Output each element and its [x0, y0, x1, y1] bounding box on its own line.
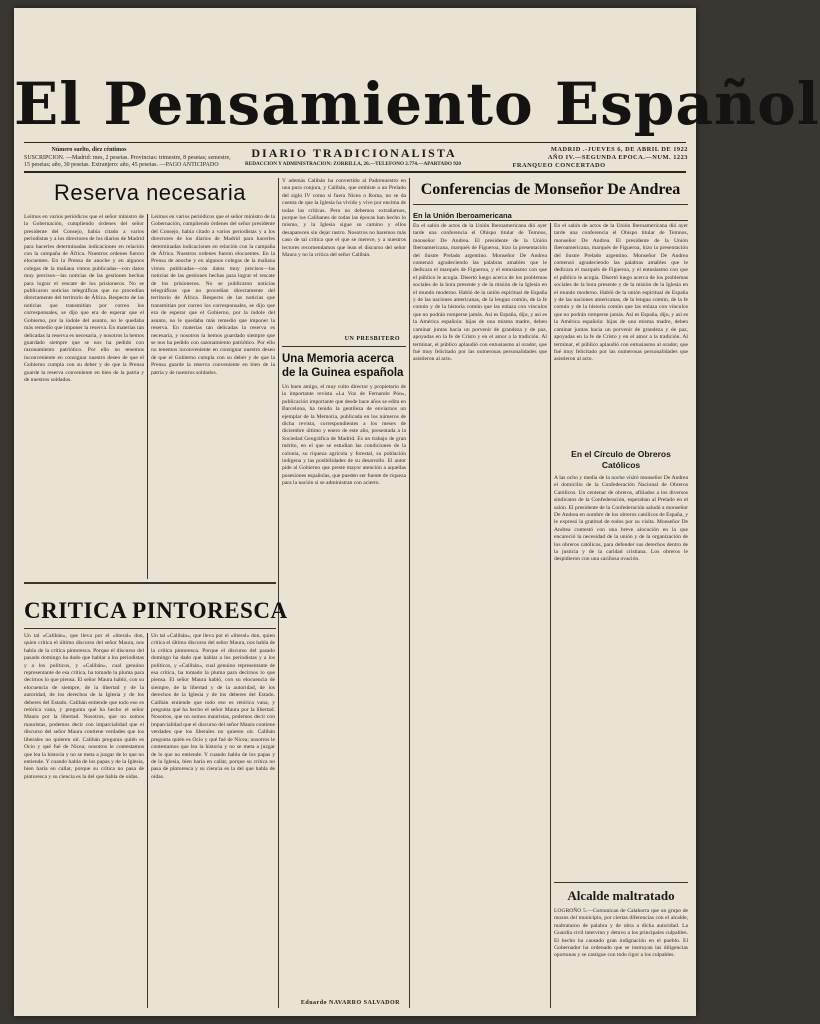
- column-divider: [147, 214, 148, 579]
- section-rule: [554, 882, 688, 883]
- column-divider: [550, 223, 551, 1008]
- article-conferencias-text-cont: En el salón de actos de la Unión Iberoamericana dió ayer tarde una conferencia el Obispo titular de Temnos, monseñor De Andrea. El presidente de la Unión Iberoamericana, marqués de Figueroa, hizo la presentación del ilustre Prelado argentino. Monseñor De Andrea comenzó agradeciendo las palabras amables que le dedicara el marqués de Figueroa, y el entusiasmo con que el público le acogía. Disertó luego acerca de los problemas sociales de la hora presente y de la misión de la Iglesia en el mundo moderno. Habló de la unión espiritual de España y de las naciones americanas, de la lengua común, de la fe común y de la historia común que las enlaza con vínculos que no podrán romperse jamás. Así es España, dijo, y así es la América española: hijas de una misma madre, deben caminar juntas hacia un porvenir de grandeza y de paz, apoyadas en la fe de Cristo y en el amor a la tradición. Al terminar, el público aplaudió con entusiasmo al orador, que fué muy felicitado por las numerosas personalidades que asistieron al acto.: [554, 223, 688, 363]
- signature-presbitero: UN PRESBITERO: [344, 336, 400, 342]
- section-rule: [413, 220, 688, 221]
- newspaper-page: [14, 8, 820, 1016]
- masthead-subtitle: DIARIO TRADICIONALISTA: [251, 146, 457, 160]
- article-critica-col2: [151, 633, 275, 1008]
- issue-epoch: AÑO IV.—SEGUNDA EPOCA.—NUM. 1223: [547, 154, 688, 161]
- article-critica-col1: [24, 633, 144, 1008]
- column-divider: [278, 178, 279, 1008]
- section-rule: [282, 346, 406, 347]
- article-reserva-text-cont: Leímos en varios periódicos que el señor ministro de la Gobernación, cumpliendo órdenes del señor presidente del Consejo, había citado a varios periodistas y a los directores de los diarios de Madrid para hacerles determinadas indicaciones en relación con la campaña de África. Nuestros ordenes fueron elocuentes. En la Prensa de anoche y en algunos colegas de la mañana vimos publicadas—con datos muy precisos—las noticias de las gestiones hechas para lograr el rescate de los prisioneros. No se publicaron noticias telegráficas que no procedían directamente del territorio de África. Respecto de las noticias que transmitían por correo los corresponsales, se dijo que era de esperar que el Gobierno, por la índole del asunto, no le quedaba más remedio que imponer la reserva. En materias tan delicadas la reserva es necesaria, y nosotros la hemos guardado siempre que se nos ha pedido con razonamiento patriótico. Por ello no tenemos inconveniente en consignar nuestro deseo de que el Gobierno cumpla con su deber y de que la Prensa guarde la reserva conveniente en bien de la patria y de nuestros soldados.: [151, 214, 275, 376]
- postage-note: FRANQUEO CONCERTADO: [512, 162, 606, 169]
- article-memoria-col: [282, 384, 406, 998]
- redaccion-info: REDACCION Y ADMINISTRACION: ZORRILLA, 26.—TELEFONO 2.774.—APARTADO 920: [245, 161, 461, 167]
- subhead-union-iberoamericana: En la Unión Iberoamericana: [413, 211, 512, 220]
- headline-memoria: Una Memoria acerca de la Guinea española: [282, 353, 404, 379]
- article-circulo-col: [554, 475, 688, 877]
- subhead-circulo-obreros: En el Círculo de Obreros Católicos: [571, 449, 671, 470]
- signature-navarro: Eduardo NAVARRO SALVADOR: [300, 1000, 400, 1006]
- section-rule: [413, 204, 688, 205]
- section-rule: [24, 582, 276, 584]
- article-caliban-text: Y además Calibán ha convertido al Padrenuestro en una pura conjura, y Calibán, que embiste a un Prelado del siglo IV como si fuera Nicea o Roma, no se da cuenta de que la Iglesia ha vivido y vive por encima de todas las críticas. Pero no debemos extrañarnos, porque los Calibanes de todas las épocas han hecho lo mismo, y la Iglesia sigue su camino y ellos desaparecen sin dejar rastro. Nosotros no haremos más caso de tal crítica que el que se merece, y a nuestros lectores recomendamos que lean el discurso del señor Maura y no la crítica del señor Calibán.: [282, 178, 406, 259]
- masthead-rule-top: [24, 142, 686, 143]
- article-caliban-col: [282, 178, 406, 333]
- article-reserva-text: Leímos en varios periódicos que el señor ministro de la Gobernación, cumpliendo órdenes del señor presidente del Consejo, había citado a varios periodistas y a los directores de los diarios de Madrid para hacerles determinadas indicaciones en relación con la campaña de África. Nuestros ordenes fueron elocuentes. En la Prensa de anoche y en algunos colegas de la mañana vimos publicadas—con datos muy precisos—las noticias de las gestiones hechas para lograr el rescate de los prisioneros. No se publicaron noticias telegráficas que no procedían directamente del territorio de África. Respecto de las noticias que transmitían por correo los corresponsales, se dijo que era de esperar que el Gobierno, por la índole del asunto, no le quedaba más remedio que imponer la reserva. En materias tan delicadas la reserva es necesaria, y nosotros la hemos guardado siempre que se nos ha pedido con razonamiento patriótico. Por ello no tenemos inconveniente en consignar nuestro deseo de que el Gobierno cumpla con su deber y de que la Prensa guarde la reserva conveniente en bien de la patria y de nuestros soldados.: [24, 214, 144, 383]
- article-circulo-text: A las ocho y media de la noche visitó monseñor De Andrea el domicilio de la Confederación Nacional de Obreros Católicos. Un centenar de obreros, afiliados a los diversos sindicatos de la Confederación, esperaban al Prelado en el salón. El presidente de la Confederación saludó a monseñor De Andrea en nombre de los obreros católicos de España, y le expresó la gratitud de todos por su visita. Monseñor De Andrea contestó con una breve alocución en la que encareció la necesidad de la unión y de la organización de los obreros católicos, para defender sus derechos dentro de la justicia y de la caridad cristiana. Los obreros le despidieron con una cariñosa ovación.: [554, 475, 688, 563]
- article-alcalde-text: LOGROÑO 5.—Comunican de Calahorra que un grupo de mozos del municipio, por ciertas diferencias con el alcalde, maltrataron de palabra y de obra a dicha autoridad. La Guardia civil intervino y detuvo a los principales culpables. El hecho ha causado gran indignación en el pueblo. El Gobernador ha ordenado que se instruyan las diligencias oportunas y se castigue con todo rigor a los culpables.: [554, 908, 688, 959]
- headline-alcalde: Alcalde maltratado: [567, 888, 675, 903]
- masthead-title: El Pensamiento Español: [14, 70, 820, 138]
- article-conferencias-col2: [554, 223, 688, 445]
- article-reserva-col1: [24, 214, 144, 578]
- headline-reserva: Reserva necesaria: [54, 180, 246, 205]
- subscription-info: SUSCRIPCION. —Madrid: mes, 2 pesetas. Provincias: trimestre, 8 pesetas; semestre, 15 pesetas; año, 30 pesetas. Extranjero: año, 45 pesetas. —PAGO ANTICIPADO: [24, 155, 231, 168]
- article-memoria-text: Un buen amigo, el muy culto director y propietario de la importante revista «La Voz de Fernando Póo», publicación importante que desde hace años se edita en Barcelona, ha tenido la gentileza de enviarnos un ejemplar de la Memoria, publicada en los números de dicha revista, correspondientes a los meses de diciembre último y enero de este año, presentada a la Sociedad Geográfica de Madrid. Es un trabajo de gran mérito, en el que se estudian las condiciones de la colonia, su riqueza agrícola y forestal, su población indígena y las posibilidades de su desarrollo. El autor pide al Gobierno que preste mayor atención a aquellas posesiones españolas, que pueden ser fuente de riqueza para la nación si se administran con acierto.: [282, 384, 406, 487]
- section-rule: [24, 628, 276, 629]
- article-reserva-col2: [151, 214, 275, 578]
- article-critica-text: Un tal «Calibán», que lleva por el «literal» don, quien critica el último discurso del señor Maura, nos habla de la crítica pintoresca. Porque el discurso del pasado domingo ha dado que hablar a los periodistas y a los políticos, y «Calibán», cual genuino representante de esa crítica, ha tomado la pluma para decirnos lo que piensa. El señor Maura habló, con su elocuencia de siempre, de la libertad y de la autoridad, de los derechos de la Iglesia y de los deberes del Estado. Calibán entiende que todo eso es retórica vana, y pregunta qué ha hecho el señor Maura por la libertad. Nosotros, que no somos mauristas, podemos decir con imparcialidad que el discurso del señor Maura contiene verdades que los liberales no quieren oír. Calibán pregunta quién es Ocio y qué fué de Nicea; nosotros le contestamos que lea la historia y no se meta a juzgar de lo que no entiende. Y cuando habla de los papas y de la Iglesia, bien haría en callar, porque su crítica no pasa de pintoresca y su ciencia es la del que habla de oídas.: [24, 633, 144, 780]
- masthead-rule-bottom: [24, 171, 686, 173]
- article-critica-text-cont: Un tal «Calibán», que lleva por el «literal» don, quien critica el último discurso del señor Maura, nos habla de la crítica pintoresca. Porque el discurso del pasado domingo ha dado que hablar a los periodistas y a los políticos, y «Calibán», cual genuino representante de esa crítica, ha tomado la pluma para decirnos lo que piensa. El señor Maura habló, con su elocuencia de siempre, de la libertad y de la autoridad, de los derechos de la Iglesia y de los deberes del Estado. Calibán entiende que todo eso es retórica vana, y pregunta qué ha hecho el señor Maura por la libertad. Nosotros, que no somos mauristas, podemos decir con imparcialidad que el discurso del señor Maura contiene verdades que los liberales no quieren oír. Calibán pregunta quién es Ocio y qué fué de Nicea; nosotros le contestamos que lea la historia y no se meta a juzgar de lo que no entiende. Y cuando habla de los papas y de la Iglesia, bien haría en callar, porque su crítica no pasa de pintoresca y su ciencia es la del que habla de oídas.: [151, 633, 275, 780]
- article-alcalde-col: [554, 908, 688, 1008]
- article-conferencias-col1: [413, 223, 547, 1008]
- number-price: Número suelto, diez céntimos: [51, 147, 127, 153]
- column-divider: [147, 633, 148, 1008]
- column-divider: [409, 178, 410, 1008]
- headline-critica: CRITICA PINTORESCA: [24, 598, 288, 623]
- issue-date: MADRID .-JUEVES 6, DE ABRIL DE 1922: [550, 146, 688, 153]
- article-conferencias-text: En el salón de actos de la Unión Iberoamericana dió ayer tarde una conferencia el Obispo titular de Temnos, monseñor De Andrea. El presidente de la Unión Iberoamericana, marqués de Figueroa, hizo la presentación del ilustre Prelado argentino. Monseñor De Andrea comenzó agradeciendo las palabras amables que le dedicara el marqués de Figueroa, y el entusiasmo con que el público le acogía. Disertó luego acerca de los problemas sociales de la hora presente y de la misión de la Iglesia en el mundo moderno. Habló de la unión espiritual de España y de las naciones americanas, de la lengua común, de la fe común y de la historia común que las enlaza con vínculos que no podrán romperse jamás. Así es España, dijo, y así es la América española: hijas de una misma madre, deben caminar juntas hacia un porvenir de grandeza y de paz, apoyadas en la fe de Cristo y en el amor a la tradición. Al terminar, el público aplaudió con entusiasmo al orador, que fué muy felicitado por las numerosas personalidades que asistieron al acto.: [413, 223, 547, 363]
- headline-conferencias: Conferencias de Monseñor De Andrea: [420, 181, 681, 198]
